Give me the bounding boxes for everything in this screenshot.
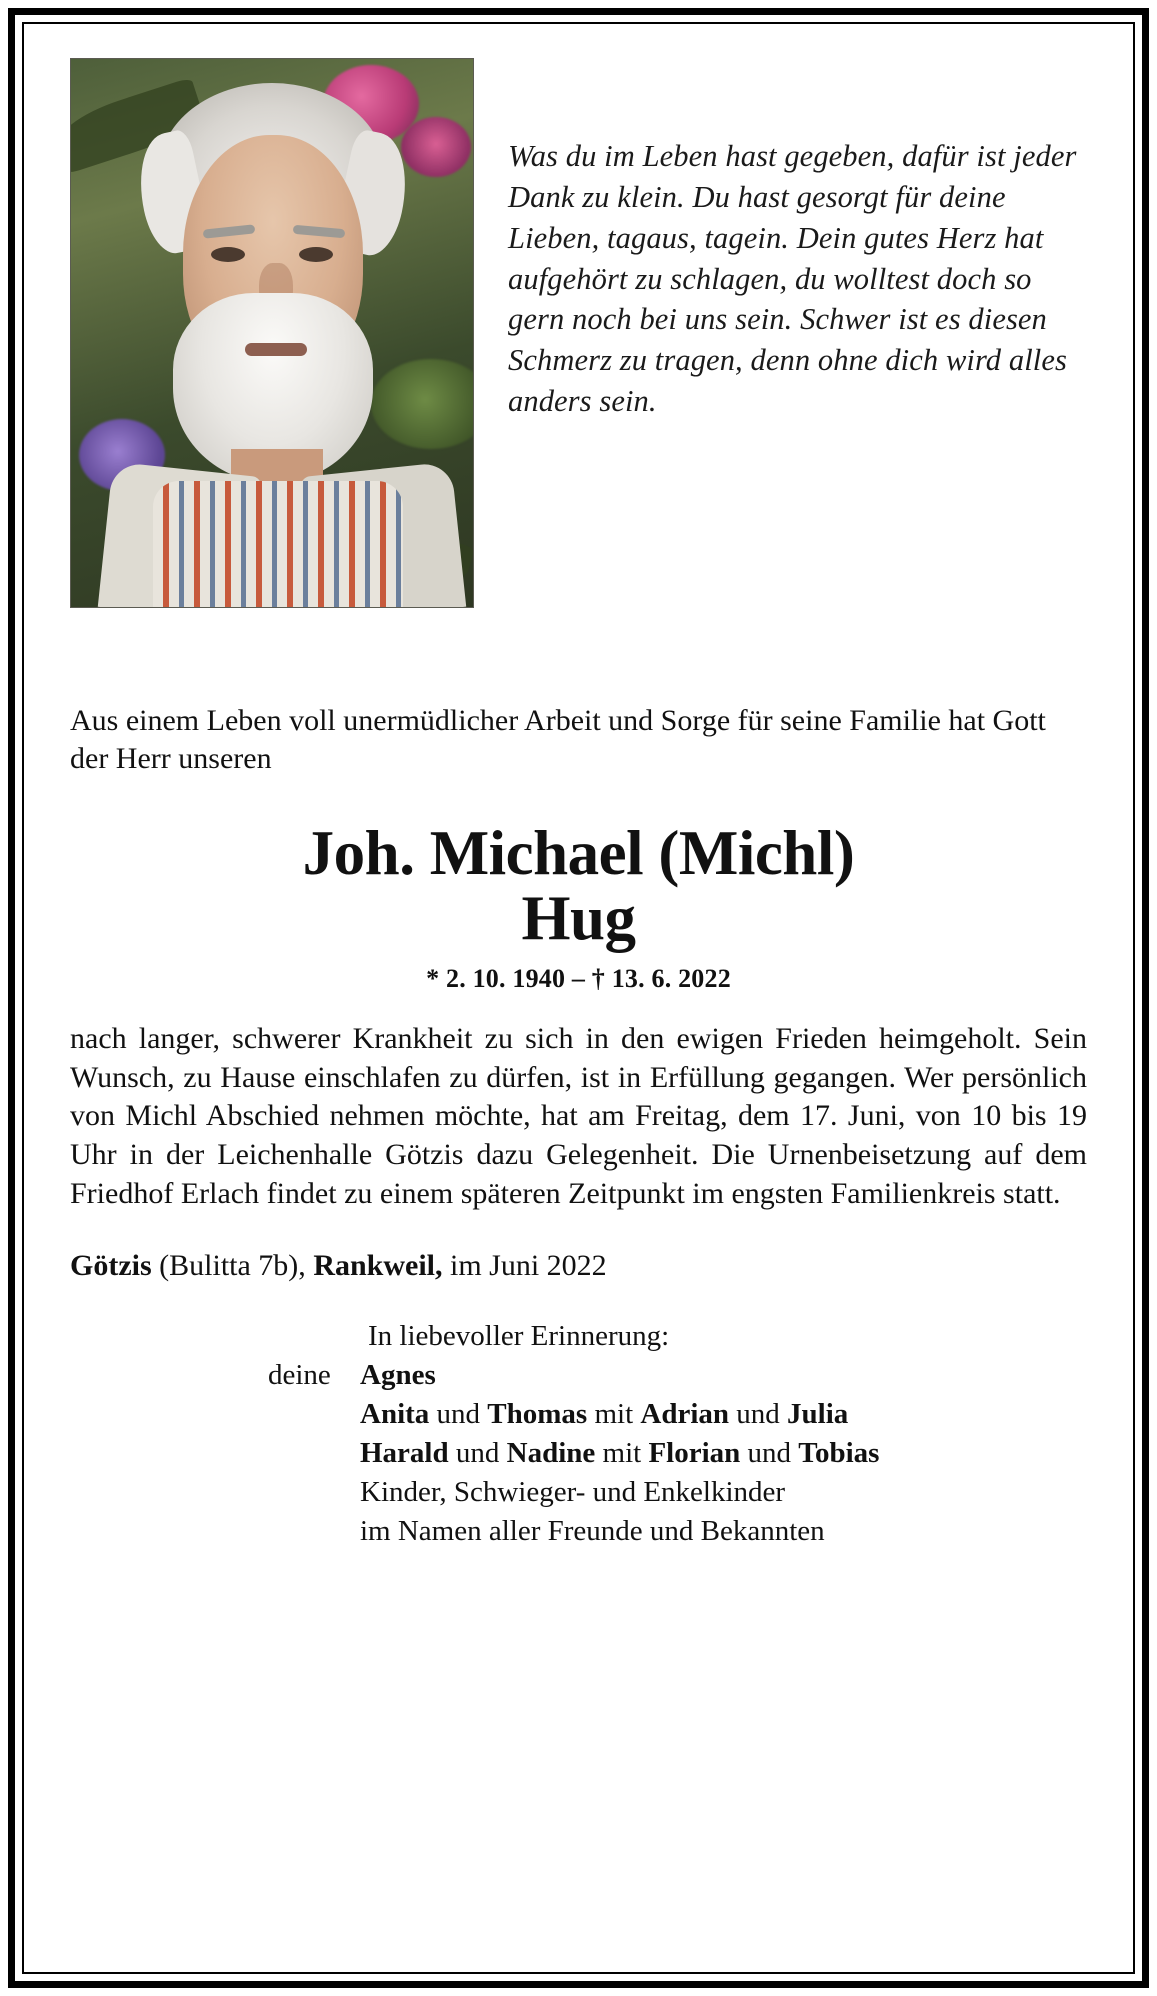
conjunction: mit [587, 1397, 641, 1430]
intro-paragraph: Aus einem Leben voll unermüdlicher Arbeit und Sorge für seine Familie hat Gott der Herr unseren [70, 704, 1046, 776]
memorial-verse: Was du im Leben hast gegeben, dafür ist jeder Dank zu klein. Du hast gesorgt für deine Lieben, tagaus, tagein. Dein gutes Herz hat aufgehört zu schlagen, du wolltest doch so gern noch bei uns sein. Schwer ist es diesen Schmerz zu tragen, denn ohne dich wird alles anders sein. [508, 139, 1077, 419]
family-name: Harald [360, 1436, 449, 1469]
family-name: Tobias [798, 1436, 880, 1469]
deceased-name-line-2: Hug [521, 883, 636, 954]
conjunction: und [448, 1436, 507, 1469]
person-portrait-illustration [111, 77, 441, 608]
main-paragraph: nach langer, schwerer Krankheit zu sich in den ewigen Frieden heimgeholt. Sein Wunsch, zu Hause einschlafen zu dürfen, ist in Erfüllung gegangen. Wer persönlich von Michl Abschied nehmen möchte, hat am Freitag, dem 17. Juni, von 10 bis 19 Uhr in der Leichenhalle Götzis dazu Gelegenheit. Die Urnenbeisetzung auf dem Friedhof Erlach findet zu einem späteren Zeitpunkt im engsten Familienkreis statt. [70, 1021, 1087, 1210]
family-name: Florian [648, 1436, 741, 1469]
deceased-name-line-1: Joh. Michael (Michl) [302, 817, 855, 888]
family-name: Nadine [506, 1436, 596, 1469]
mouth-shape [245, 343, 307, 356]
conjunction: und [729, 1397, 788, 1430]
birth-death-dates: * 2. 10. 1940 – † 13. 6. 2022 [426, 963, 731, 993]
family-name: Anita [360, 1397, 430, 1430]
closing-family-line-1 [360, 1395, 1087, 1434]
family-name: Julia [787, 1397, 849, 1430]
conjunction: und [429, 1397, 488, 1430]
striped-shirt-shape [153, 481, 403, 608]
family-name: Adrian [640, 1397, 730, 1430]
notice-date: im Juni 2022 [442, 1249, 607, 1283]
closing-friends-line: im Namen aller Freunde und Bekannten [360, 1514, 825, 1547]
place-primary: Götzis [70, 1249, 152, 1283]
closing-deine-label: deine [268, 1359, 331, 1392]
closing-family-line-2 [360, 1434, 1087, 1473]
eye-left-shape [211, 247, 245, 262]
deceased-name [70, 817, 1087, 954]
notice-content [40, 40, 1117, 1956]
conjunction: und [740, 1436, 799, 1469]
conjunction: mit [595, 1436, 649, 1469]
photo-and-verse-row [70, 58, 1087, 608]
place-secondary: Rankweil, [313, 1249, 443, 1283]
family-name: Thomas [487, 1397, 588, 1430]
place-primary-detail: (Bulitta 7b), [151, 1249, 314, 1283]
closing-block [70, 1317, 1087, 1550]
closing-relatives-line: Kinder, Schwieger- und Enkelkinder [360, 1475, 786, 1508]
eye-right-shape [299, 247, 333, 262]
closing-spouse-line [268, 1356, 1087, 1395]
closing-spouse-name: Agnes [360, 1359, 436, 1392]
closing-heading: In liebevoller Erinnerung: [368, 1320, 670, 1353]
portrait-photo [70, 58, 474, 608]
places-and-date-line [70, 1249, 1087, 1283]
